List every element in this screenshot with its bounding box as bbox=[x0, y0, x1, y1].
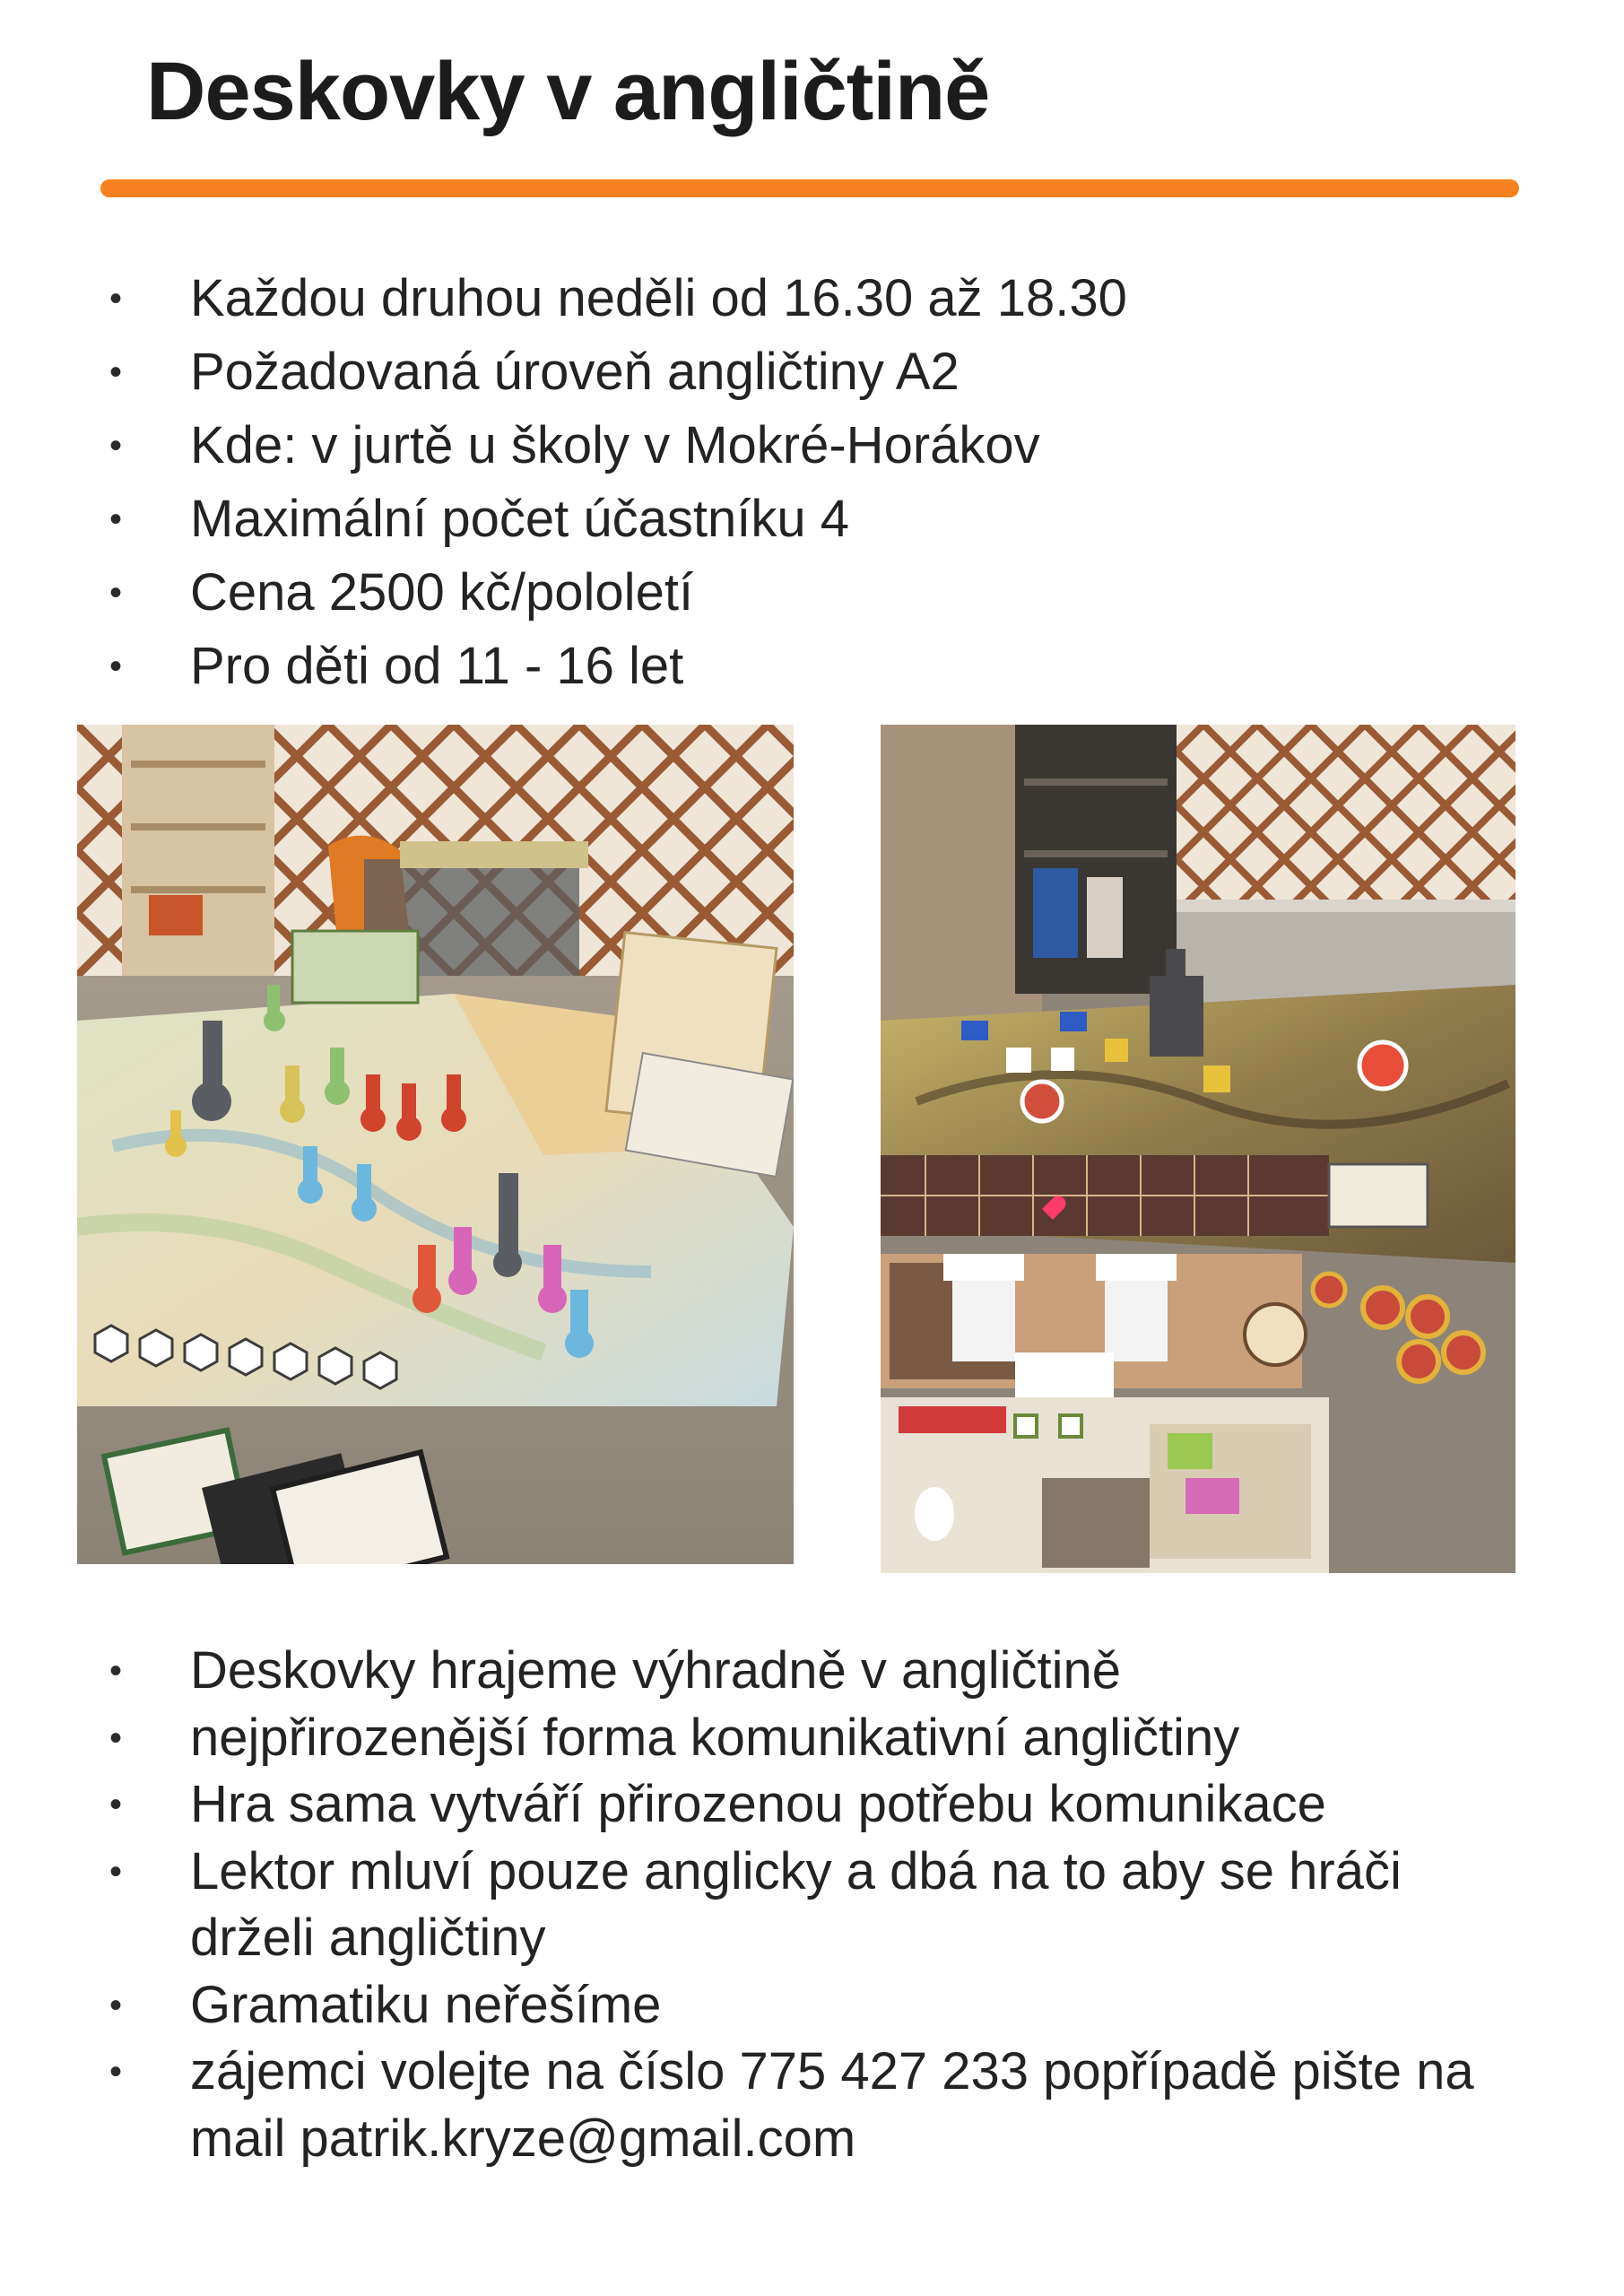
bullet-icon: • bbox=[109, 500, 123, 539]
detail-text: nejpřirozenější forma komunikativní angličtiny bbox=[190, 1708, 1240, 1767]
detail-item bbox=[0, 1771, 1542, 1839]
info-item-age bbox=[0, 630, 1127, 703]
detail-text: Lektor mluví pouze anglicky a dbá na to aby se hráči drželi angličtiny bbox=[190, 1841, 1402, 1967]
bullet-icon: • bbox=[109, 426, 123, 465]
info-item-level bbox=[0, 335, 1127, 409]
bullet-icon: • bbox=[109, 647, 123, 686]
detail-item-contact bbox=[0, 2039, 1542, 2172]
info-item-price bbox=[0, 556, 1127, 630]
info-text: Pro děti od 11 - 16 let bbox=[190, 637, 684, 695]
board-game-photo-left bbox=[77, 725, 794, 1564]
bullet-icon: • bbox=[109, 573, 123, 613]
page-title: Deskovky v angličtině bbox=[146, 46, 990, 137]
info-text: Cena 2500 kč/pololetí bbox=[190, 563, 694, 622]
bullet-icon: • bbox=[109, 1718, 123, 1758]
title-underline bbox=[100, 179, 1519, 197]
detail-item bbox=[0, 1839, 1542, 1972]
bullet-icon: • bbox=[109, 352, 123, 392]
bullet-icon: • bbox=[109, 2052, 123, 2092]
detail-item bbox=[0, 1638, 1542, 1705]
info-list bbox=[0, 262, 1127, 703]
detail-text: Deskovky hrajeme výhradně v angličtině bbox=[190, 1641, 1122, 1700]
info-item-location bbox=[0, 409, 1127, 483]
info-item-schedule bbox=[0, 262, 1127, 335]
info-text: Maximální počet účastníku 4 bbox=[190, 490, 850, 548]
bullet-icon: • bbox=[109, 1785, 123, 1824]
info-text: Každou druhou neděli od 16.30 až 18.30 bbox=[190, 269, 1127, 327]
bullet-icon: • bbox=[109, 1651, 123, 1691]
detail-text: Gramatiku neřešíme bbox=[190, 1975, 662, 2034]
bullet-icon: • bbox=[109, 1985, 123, 2025]
info-text: Požadovaná úroveň angličtiny A2 bbox=[190, 343, 960, 401]
info-text: Kde: v jurtě u školy v Mokré-Horákov bbox=[190, 416, 1040, 474]
board-game-photo-right bbox=[881, 725, 1515, 1573]
detail-item bbox=[0, 1705, 1542, 1772]
details-list bbox=[0, 1638, 1542, 2172]
bullet-icon: • bbox=[109, 1851, 123, 1892]
detail-text: Hra sama vytváří přirozenou potřebu komunikace bbox=[190, 1775, 1326, 1833]
detail-item bbox=[0, 1972, 1542, 2039]
detail-text: zájemci volejte na číslo 775 427 233 popřípadě pište na mail patrik.kryze@gmail.com bbox=[190, 2042, 1474, 2168]
info-item-capacity bbox=[0, 483, 1127, 556]
bullet-icon: • bbox=[109, 279, 123, 318]
